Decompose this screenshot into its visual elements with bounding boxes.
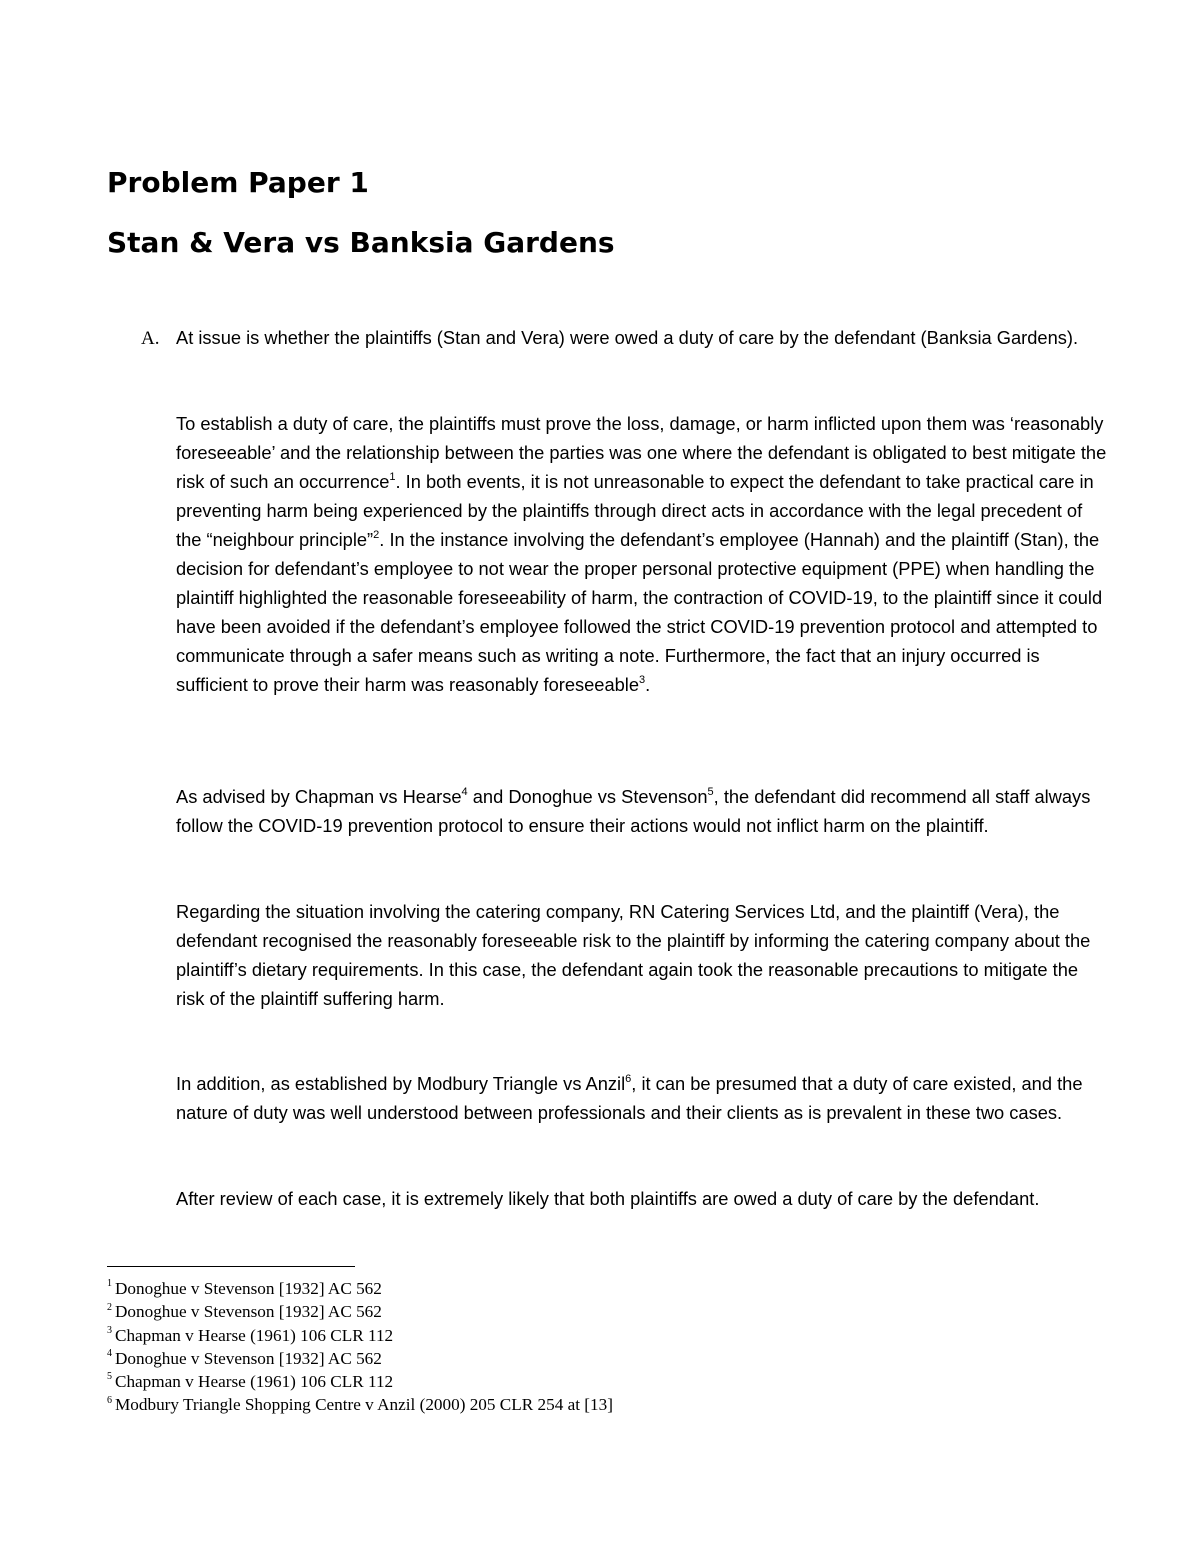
footnote-item xyxy=(107,1393,613,1416)
footnote-ref: 3 xyxy=(639,673,646,686)
paragraph-catering: Regarding the situation involving the catering company, RN Catering Services Ltd, and the plaintiff (Vera), the defendant recognised the reasonably foreseeable risk to the plaintiff by informing the catering company about the plaintiff’s dietary requirements. In this case, the defendant again took the reasonable precautions to mitigate the risk of the plaintiff suffering harm. xyxy=(176,901,1091,1009)
paragraph-modbury xyxy=(176,1069,1111,1127)
footnote-ref: 6 xyxy=(625,1072,632,1085)
paragraph-text: and Donoghue vs Stevenson xyxy=(467,786,708,807)
document-subtitle: Stan & Vera vs Banksia Gardens xyxy=(107,226,615,259)
footnote-text: Chapman v Hearse (1961) 106 CLR 112 xyxy=(115,1325,394,1345)
footnote-ref: 1 xyxy=(389,470,396,483)
footnote-text: Donoghue v Stevenson [1932] AC 562 xyxy=(115,1348,382,1368)
paragraph-text: , it can be presumed that a duty of care existed, and the nature of duty was well understood between professionals and their clients as is prevalent in these two cases. xyxy=(176,1073,1083,1123)
footnote-separator xyxy=(107,1266,355,1267)
footnote-number: 2 xyxy=(107,1301,112,1313)
footnote-text: Donoghue v Stevenson [1932] AC 562 xyxy=(115,1279,382,1298)
paragraph-precedent xyxy=(176,782,1111,840)
footnote-number: 3 xyxy=(107,1324,112,1336)
footnote-ref: 2 xyxy=(373,528,380,541)
footnotes-list xyxy=(107,1277,613,1417)
paragraph-duty-of-care xyxy=(176,409,1111,699)
paragraph-conclusion: After review of each case, it is extremely likely that both plaintiffs are owed a duty of care by the defendant. xyxy=(176,1188,1040,1209)
footnote-item xyxy=(107,1277,613,1300)
paragraph-text: . In both events, it is not unreasonable to expect the defendant to take practical care in preventing harm being experienced by the plaintiffs through direct acts in accordance with the legal precedent of the “neighbour principle” xyxy=(176,471,1094,550)
footnote-text: Modbury Triangle Shopping Centre v Anzil (2000) 205 CLR 254 at [13] xyxy=(115,1395,613,1415)
document-title: Problem Paper 1 xyxy=(107,166,369,199)
paragraph-text: . In the instance involving the defendant’s employee (Hannah) and the plaintiff (Stan), the decision for defendant’s employee to not wear the proper personal protective equipment (PPE) when handling the plaintiff highlighted the reasonable foreseeability of harm, the contraction of COVID-19, to the plaintiff since it could have been avoided if the defendant’s employee followed the strict COVID-19 prevention protocol and attempted to communicate through a safer means such as writing a note. Furthermore, the fact that an injury occurred is sufficient to prove their harm was reasonably foreseeable xyxy=(176,529,1103,695)
paragraph-issue: At issue is whether the plaintiffs (Stan and Vera) were owed a duty of care by the defendant (Banksia Gardens). xyxy=(176,327,1079,348)
footnote-item xyxy=(107,1370,613,1393)
footnote-number: 5 xyxy=(107,1371,112,1383)
paragraph-text: To establish a duty of care, the plaintiffs must prove the loss, damage, or harm inflicted upon them was ‘reasonably foreseeable’ and the relationship between the parties was one where the defendant is obligated to best mitigate the risk of such an occurrence xyxy=(176,413,1107,492)
footnote-number: 6 xyxy=(107,1394,112,1406)
footnote-ref: 4 xyxy=(461,785,468,798)
list-marker: A. xyxy=(141,328,160,349)
footnote-item xyxy=(107,1347,613,1370)
footnote-text: Donoghue v Stevenson [1932] AC 562 xyxy=(115,1302,382,1322)
footnote-item xyxy=(107,1300,613,1323)
footnote-number: 4 xyxy=(107,1348,112,1360)
paragraph-text: . xyxy=(645,674,651,695)
footnote-item xyxy=(107,1324,613,1347)
paragraph-text: In addition, as established by Modbury Triangle vs Anzil xyxy=(176,1073,626,1094)
footnote-number: 1 xyxy=(107,1278,112,1290)
paragraph-text: As advised by Chapman vs Hearse xyxy=(176,786,462,807)
paragraph-text: , the defendant did recommend all staff always follow the COVID-19 prevention protocol to ensure their actions would not inflict harm on the plaintiff. xyxy=(176,786,1091,836)
footnote-text: Chapman v Hearse (1961) 106 CLR 112 xyxy=(115,1372,394,1392)
footnote-ref: 5 xyxy=(707,785,714,798)
